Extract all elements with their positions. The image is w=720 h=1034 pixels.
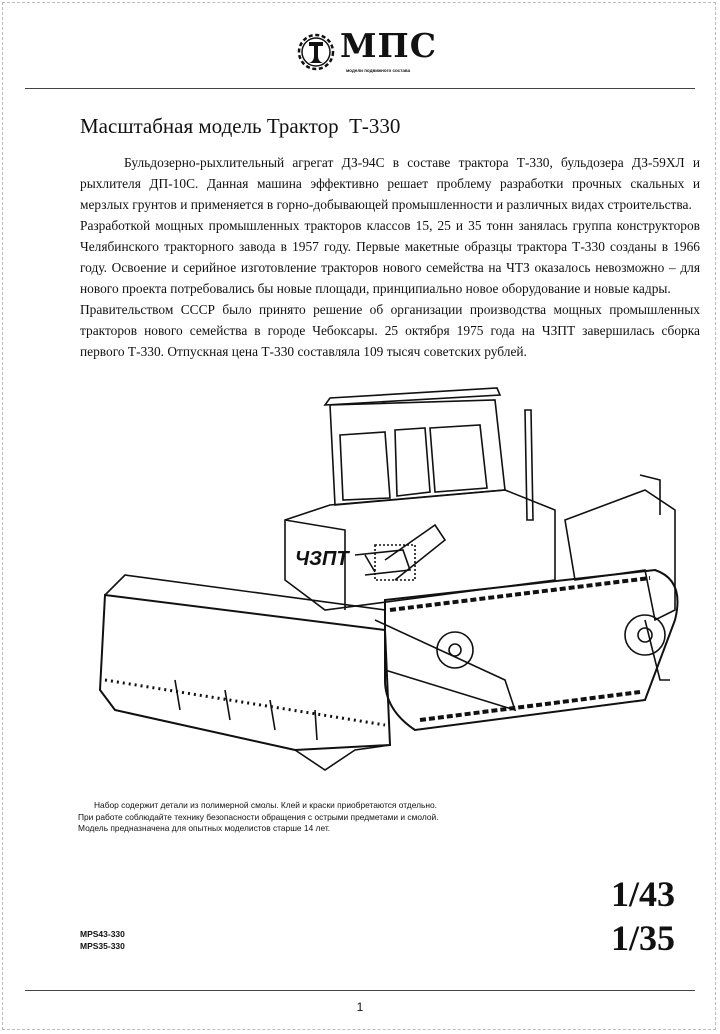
paragraph: Бульдозерно-рыхлительный агрегат ДЗ-94С в составе трактора Т-330, бульдозера ДЗ-59ХЛ и рыхлителя ДП-10С. Данная машина эффективно решает проблему разработки прочных скальных и мерзлых грунтов и применяется в горно-добывающей промышленности и различных видах строительства. xyxy=(80,155,700,212)
page-number: 1 xyxy=(356,1000,364,1014)
gear-rail-icon xyxy=(294,30,338,74)
cab-label: ЧЗПТ xyxy=(295,548,349,570)
scales xyxy=(611,872,675,960)
paragraph: Разработкой мощных промышленных тракторов классов 15, 25 и 35 тонн занялась группа конструкторов Челябинского тракторного завода в 1957 году. Первые макетные образцы трактора Т-330 созданы в 1966 году. Освоение и серийное изготовление тракторов нового семейства на ЧТЗ оказалось невозможно – для нового проекта потребовались бы новые площади, принципиально новое оборудование и новые кадры. xyxy=(80,218,700,296)
footer-divider xyxy=(25,990,695,991)
description xyxy=(80,152,700,362)
notice-line: Модель предназначена для опытных моделистов старше 14 лет. xyxy=(78,823,331,833)
product-codes xyxy=(80,928,125,952)
scale-label: 1/35 xyxy=(610,918,675,958)
product-code: MPS35-330 xyxy=(80,941,125,951)
notice-line: При работе соблюдайте технику безопасности обращения с острыми предметами и смолой. xyxy=(78,811,439,822)
header-divider xyxy=(25,88,695,89)
paragraph: Правительством СССР было принято решение об организации производства мощных промышленных тракторов нового семейства в городе Чебоксары. 25 октября 1975 года на ЧЗПТ завершилась сборка первого Т-330. Отпускная цена Т-330 составляла 109 тысяч советских рублей. xyxy=(80,302,700,359)
scale-label: 1/43 xyxy=(610,874,675,914)
logo-subtitle: модели подвижного состава xyxy=(346,68,411,73)
notice-line: Набор содержит детали из полимерной смолы. Клей и краски приобретаются отдельно. xyxy=(94,800,437,810)
logo xyxy=(294,26,444,80)
page-title: Масштабная модель Трактор Т-330 xyxy=(80,114,401,138)
logo-text: МПС xyxy=(340,26,437,65)
product-code: MPS43-330 xyxy=(80,929,125,939)
safety-notice xyxy=(78,800,438,835)
bulldozer-illustration xyxy=(85,380,695,790)
